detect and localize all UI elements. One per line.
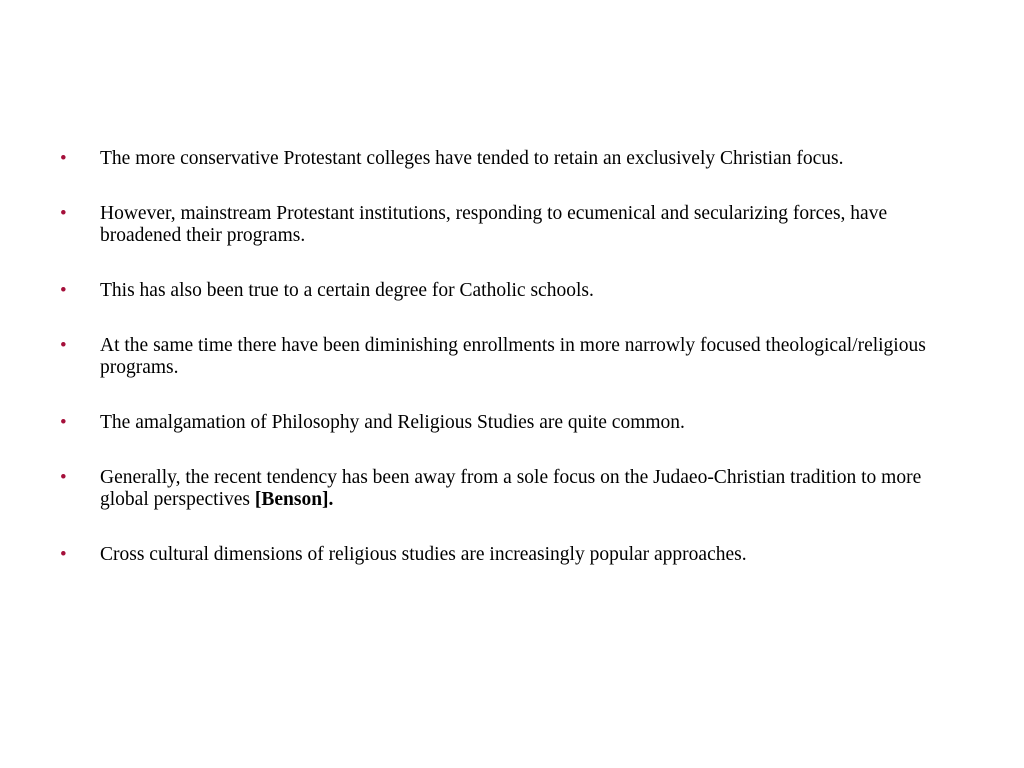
bullet-text: Cross cultural dimensions of religious studies are increasingly popular approaches.	[100, 544, 747, 565]
bullet-icon: •	[60, 148, 67, 169]
bullet-icon: •	[60, 335, 67, 356]
bullet-icon: •	[60, 544, 67, 565]
bullet-item	[58, 148, 938, 170]
citation-text: [Benson].	[254, 489, 334, 510]
bullet-item	[58, 203, 938, 247]
bullet-text: At the same time there have been diminishing enrollments in more narrowly focused theological/religious programs.	[100, 335, 926, 378]
bullet-item	[58, 280, 938, 302]
bullet-list	[58, 148, 938, 599]
bullet-text: This has also been true to a certain degree for Catholic schools.	[100, 280, 594, 301]
bullet-text: The amalgamation of Philosophy and Religious Studies are quite common.	[100, 412, 685, 433]
bullet-item	[58, 412, 938, 434]
bullet-text: Generally, the recent tendency has been away from a sole focus on the Judaeo-Christian tradition to more global perspectives	[100, 467, 922, 510]
bullet-item	[58, 335, 938, 379]
bullet-icon: •	[60, 280, 67, 301]
bullet-text: However, mainstream Protestant institutions, responding to ecumenical and secularizing forces, have broadened their programs.	[100, 203, 888, 246]
bullet-text: The more conservative Protestant colleges have tended to retain an exclusively Christian focus.	[100, 148, 844, 169]
bullet-icon: •	[60, 412, 67, 433]
bullet-item	[58, 544, 938, 566]
bullet-icon: •	[60, 203, 67, 224]
bullet-icon: •	[60, 467, 67, 488]
bullet-item	[58, 467, 938, 511]
